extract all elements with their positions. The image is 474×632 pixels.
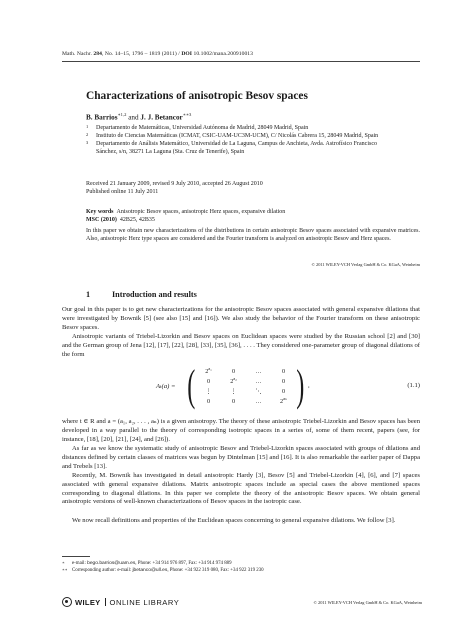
matrix-cell: 0 [281, 377, 286, 385]
author-2: J. J. Betancor [140, 113, 183, 122]
affiliations [86, 124, 386, 156]
library-name: ONLINE LIBRARY [109, 597, 180, 607]
affiliation-number: 3 [86, 140, 89, 145]
equation-comma: , [308, 382, 310, 389]
paper-title: Characterizations of anisotropic Besov spaces [86, 90, 308, 102]
header-rule [62, 61, 420, 62]
footnote-email[interactable]: bego.barrios@uam.es [87, 561, 136, 566]
wiley-logo-icon [62, 597, 72, 607]
matrix-cell: 0 [206, 377, 211, 385]
section-title: Introduction and results [112, 290, 197, 299]
footnote-label: e-mail: [72, 561, 86, 566]
wiley-online-library-logo[interactable] [62, 597, 179, 607]
right-parenthesis: ) [296, 361, 305, 410]
affiliation-item [86, 124, 386, 132]
affiliation-number: 2 [86, 132, 89, 137]
matrix-cell: … [255, 397, 262, 405]
author-1: B. Barrios [86, 113, 118, 122]
matrix-cell: ⋮ [230, 387, 237, 395]
left-parenthesis: ( [187, 361, 196, 410]
received-date: Received 21 January 2009, revised 9 July 2010, accepted 26 August 2010 [86, 181, 263, 187]
footnote-mark: ∗ [62, 560, 65, 565]
paragraph-5: Recently, M. Bownik has investigated in detail anisotropic Hardy [3], Besov [5] and Triebel-Lizorkin [4], [6], and [7] spaces associated with general expansive dilations. Matrix anisotropic spaces include as special cases the above mentioned spaces corresponding to diagonal dilations. In this paper we complete the theory of the anisotropic Besov spaces. We obtain general anisotropic versions of well-known characterizations of Besov spaces in the isotropic case. [62, 472, 420, 506]
footnote-mark: ∗∗ [62, 567, 68, 573]
matrix-cell: $2^{a_1}$ [205, 366, 212, 376]
msc-label: MSC (2010) [86, 217, 117, 223]
author-2-marks: ∗∗3 [182, 112, 192, 117]
matrix-cell: 0 [206, 397, 211, 405]
abstract-copyright: © 2011 WILEY-VCH Verlag GmbH & Co. KGaA, Weinheim [311, 262, 420, 267]
paragraph-1: Our goal in this paper is to get new characterizations for the anisotropic Besov spaces associated with general expansive dilations that were investigated by Bownik [5] (see also [15] and [16]). We also study the behavior of the Fourier transform on these anisotropic Besov spaces. [62, 306, 420, 331]
affiliation-text: Instituto de Ciencias Matemáticas (ICMAT, CSIC-UAM-UC3M-UCM), C/ Nicolás Cabrera 15, 28049 Madrid, Spain [96, 133, 379, 139]
equation-1-1 [62, 361, 420, 413]
footnote-rule [62, 556, 90, 557]
journal-name: Math. Nachr. [62, 51, 92, 57]
doi-label: DOI [181, 51, 193, 57]
affiliation-text: Departamento de Análisis Matemático, Universidad de La Laguna, Campus de Anchieta, Avda. Astrofísico Francisco Sánchez, s/n, 38271 La Laguna (Sta. Cruz de Tenerife), Spain [96, 141, 377, 155]
matrix-cell: $2^{a_n}$ [280, 396, 287, 406]
publisher-name: WILEY [75, 597, 101, 607]
diagonal-matrix [187, 361, 305, 411]
msc-text: 42B25, 42B35 [119, 217, 155, 223]
matrix-cell: 0 [231, 367, 236, 375]
footnote-item [62, 560, 422, 567]
keywords-label: Key words [86, 209, 114, 215]
logo-divider [105, 598, 106, 606]
keywords-block [86, 208, 406, 224]
author-connector: and [126, 113, 141, 122]
doi-value: 10.1002/mana.200910013 [192, 51, 253, 57]
paragraph-6: We now recall definitions and properties of the Euclidean spaces concerning to general expansive dilations. We follow [3]. [72, 517, 396, 524]
equation-number: (1.1) [407, 382, 420, 389]
author-line [86, 112, 191, 121]
affiliation-item [86, 140, 386, 156]
keywords-text: Anisotropic Besov spaces, anisotropic Herz spaces, expansive dilation [116, 209, 286, 215]
publication-dates [86, 180, 386, 196]
footnote-contact: , Phone: +34 914 976 897, Fax: +34 914 974 889 [135, 561, 232, 566]
footer-copyright: © 2011 WILEY-VCH Verlag GmbH & Co. KGaA, Weinheim [313, 600, 422, 605]
matrix-cell: 0 [281, 387, 286, 395]
footnote-email[interactable]: jbetanco@ull.es [132, 568, 168, 574]
footnote-label: Corresponding author: e-mail: [72, 568, 132, 574]
running-head [62, 51, 422, 57]
matrix-cell: … [255, 377, 262, 385]
section-number: 1 [86, 290, 91, 299]
footnote-item [62, 567, 422, 574]
footnotes [62, 560, 422, 575]
issue-pages: , No. 14–15, 1796 – 1819 (2011) / [101, 51, 180, 57]
published-date: Published online 11 July 2011 [86, 189, 159, 195]
author-1-marks: ∗1,2 [117, 112, 127, 117]
paragraph-4: As far as we know the systematic study of anisotropic Besov and Triebel-Lizorkin spaces associated with groups of dilations and distances defined by certain classes of matrices was begun by Dintelman [15] and [16]. It is also remarkable the earlier paper of Dappa and Trebels [13]. [62, 445, 420, 470]
section-heading [86, 290, 197, 299]
paragraph-3: where t ∈ R and a = (a₁, a₂, . . . , aₙ) is a given anisotropy. The theory of these anisotropic Triebel-Lizorkin and Besov spaces has been developed in a way parallel to the theory of corresponding isotropic spaces in a series of, some of them recent, papers (see, for instance, [18], [20], [21], [24], and [26]). [62, 418, 420, 443]
matrix-cell: … [255, 367, 262, 375]
matrix-cell: 0 [231, 397, 236, 405]
abstract: In this paper we obtain new characterizations of the distributions in certain anisotropic Besov spaces associated with expansive matrices. Also, anisotropic Herz type spaces are considered and the Fourier transform is analyzed on anisotropic Besov and Herz spaces. [86, 228, 420, 243]
affiliation-number: 1 [86, 124, 89, 129]
affiliation-text: Departamento de Matemáticas, Universidad Autónoma de Madrid, 28049 Madrid, Spain [96, 125, 309, 131]
matrix-cell: ⋱ [255, 387, 262, 395]
matrix-cell: $2^{a_2}$ [230, 376, 237, 386]
matrix-cell: ⋮ [205, 387, 212, 395]
journal-volume: 284 [93, 51, 102, 57]
paragraph-2: Anisotropic variants of Triebel-Lizorkin and Besov spaces on Euclidean spaces were studied by the Russian school [2] and [30] and the German group of Jena [12], [17], [22], [28], [33], [35], [36], . . . . They considered one-parameter group of diagonal dilations of the form [62, 333, 420, 358]
matrix-grid [196, 366, 296, 406]
equation-lhs: Aₜ(a) = [156, 383, 176, 390]
matrix-cell: 0 [281, 367, 286, 375]
affiliation-item [86, 132, 386, 140]
footnote-contact: , Phone: +34 922 319 080, Fax: +34 922 319 230 [167, 568, 264, 574]
